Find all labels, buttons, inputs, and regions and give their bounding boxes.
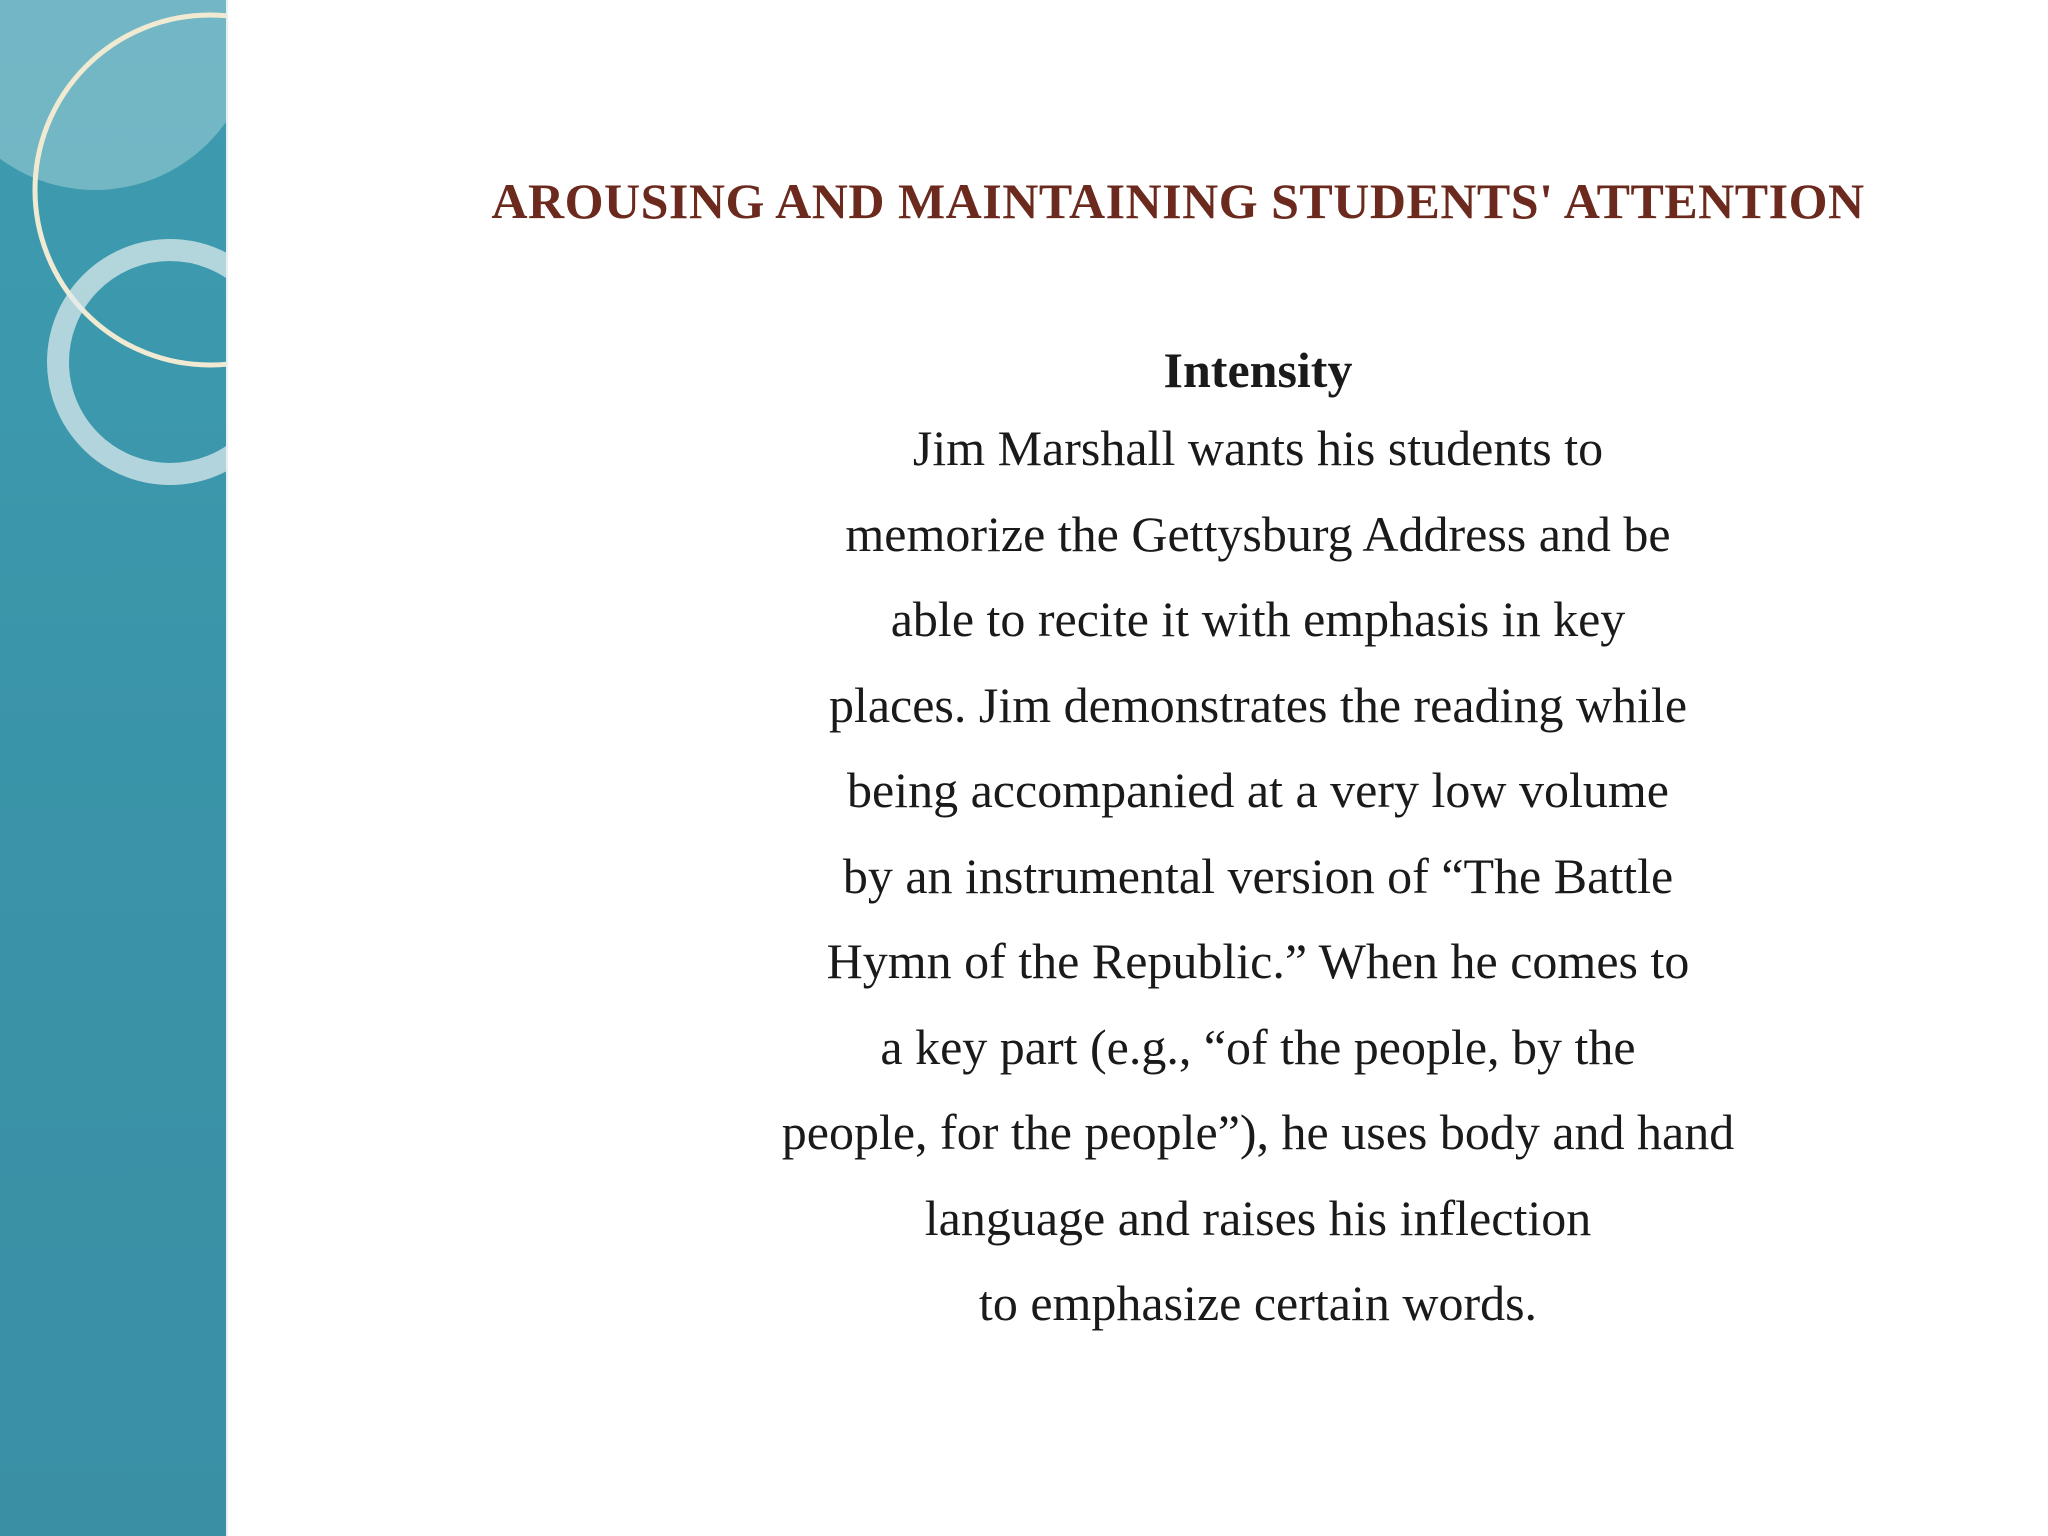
slide-title: AROUSING AND MAINTAINING STUDENTS' ATTENTION (491, 173, 1865, 229)
decorative-circles (0, 0, 228, 1536)
paragraph-line: people, for the people”), he uses body and hand (781, 1104, 1735, 1160)
paragraph-line: language and raises his inflection (924, 1189, 1592, 1246)
slide-content (228, 0, 2048, 1536)
paragraph-line: able to recite it with emphasis in key (890, 591, 1626, 647)
paragraph-line: memorize the Gettysburg Address and be (845, 505, 1671, 562)
paragraph-line: to emphasize certain words. (978, 1275, 1538, 1331)
body-text-block (528, 334, 1988, 1347)
subheading-intensity: Intensity (1163, 342, 1353, 398)
paragraph-line: a key part (e.g., “of the people, by the (880, 1018, 1636, 1075)
paragraph-line: Jim Marshall wants his students to (912, 420, 1604, 476)
decorative-side-band (0, 0, 228, 1536)
paragraph-line: Hymn of the Republic.” When he comes to (826, 933, 1690, 989)
paragraph-line: places. Jim demonstrates the reading while (828, 676, 1688, 733)
paragraph-line: being accompanied at a very low volume (847, 762, 1669, 818)
paragraph-line: by an instrumental version of “The Battle (842, 847, 1674, 904)
